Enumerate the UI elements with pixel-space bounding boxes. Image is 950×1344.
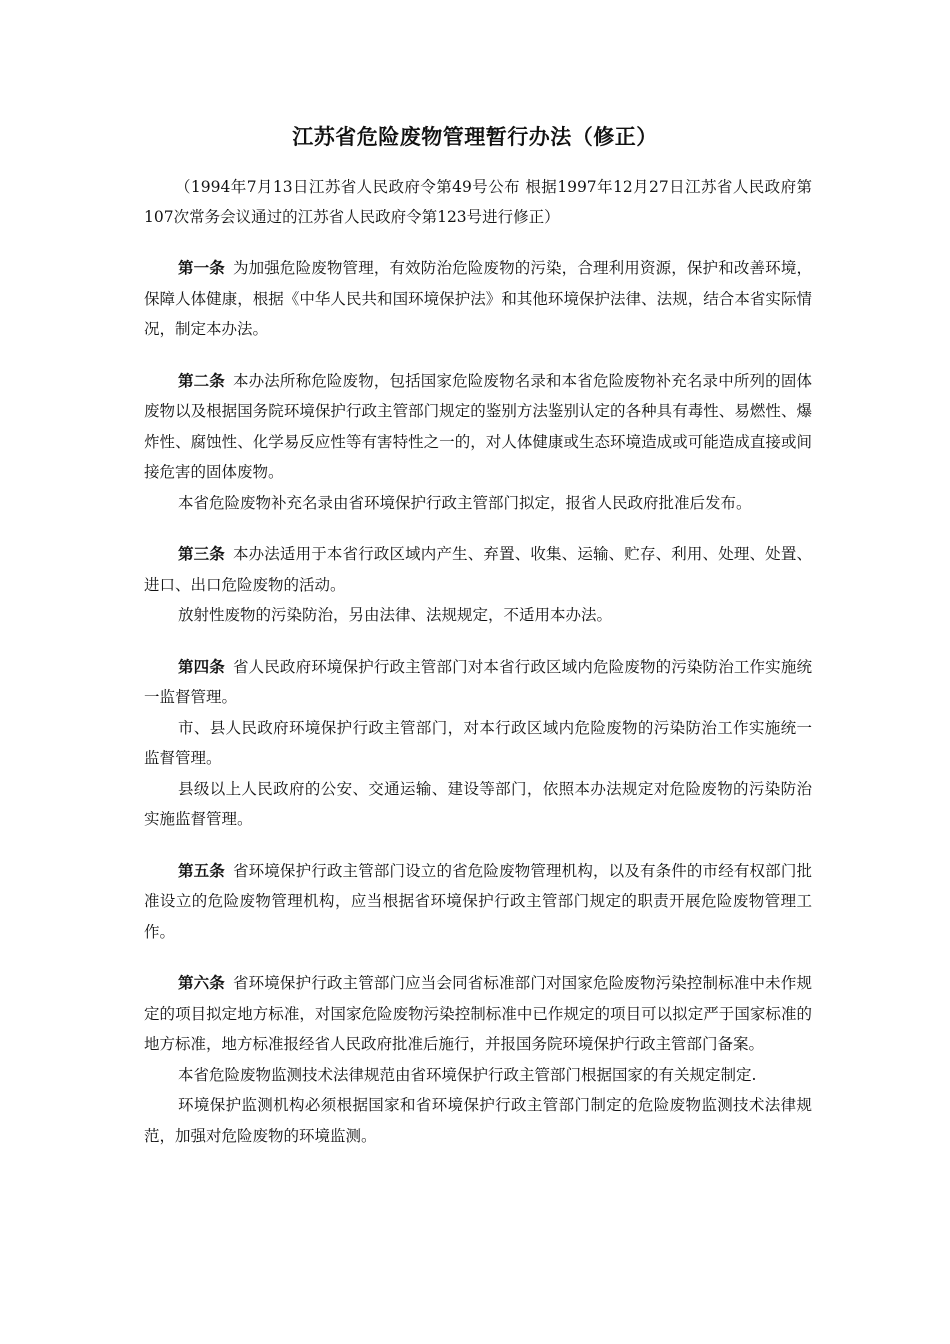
source-note: （1994年7月13日江苏省人民政府令第49号公布 根据1997年12月27日江苏省人民政府第107次常务会议通过的江苏省人民政府令第123号进行修正） [144, 178, 812, 226]
article-4 [144, 652, 812, 835]
article-paragraph: 本省危险废物监测技术法律规范由省环境保护行政主管部门根据国家的有关规定制定. [178, 1065, 757, 1084]
article-paragraph: 市、县人民政府环境保护行政主管部门，对本行政区域内危险废物的污染防治工作实施统一监督管理。 [144, 718, 812, 767]
article-text: 省环境保护行政主管部门应当会同省标准部门对国家危险废物污染控制标准中未作规定的项目拟定地方标准，对国家危险废物污染控制标准中已作规定的项目可以拟定严于国家标准的地方标准，地方标准报经省人民政府批准后施行，并报国务院环境保护行政主管部门备案。 [144, 974, 812, 1053]
article-text: 本办法所称危险废物，包括国家危险废物名录和本省危险废物补充名录中所列的固体废物以及根据国务院环境保护行政主管部门规定的鉴别方法鉴别认定的各种具有毒性、易燃性、爆炸性、腐蚀性、化学易反应性等有害特性之一的，对人体健康或生态环境造成或可能造成直接或间接危害的固体废物。 [144, 371, 812, 481]
article-number: 第六条 [178, 974, 225, 992]
article-number: 第四条 [178, 657, 225, 676]
article-paragraph [144, 968, 812, 1060]
article-number: 第五条 [178, 861, 225, 880]
article-paragraph [144, 253, 812, 345]
document-title: 江苏省危险废物管理暂行办法（修正） [292, 125, 658, 149]
article-6 [144, 968, 812, 1151]
article-3 [144, 539, 812, 631]
article-5 [144, 856, 812, 948]
article-paragraph [144, 539, 812, 600]
article-1 [144, 253, 812, 345]
article-number: 第二条 [178, 371, 225, 390]
article-number: 第三条 [178, 545, 225, 563]
article-text: 为加强危险废物管理，有效防治危险废物的污染，合理利用资源，保护和改善环境，保障人体健康，根据《中华人民共和国环境保护法》和其他环境保护法律、法规，结合本省实际情况，制定本办法。 [144, 259, 812, 338]
article-text: 本办法适用于本省行政区域内产生、弃置、收集、运输、贮存、利用、处理、处置、进口、出口危险废物的活动。 [144, 545, 812, 594]
article-paragraph: 放射性废物的污染防治，另由法律、法规规定，不适用本办法。 [178, 606, 613, 624]
article-text: 省人民政府环境保护行政主管部门对本省行政区域内危险废物的污染防治工作实施统一监督管理。 [144, 657, 812, 706]
article-paragraph [144, 366, 812, 488]
article-2 [144, 366, 812, 519]
article-paragraph: 县级以上人民政府的公安、交通运输、建设等部门，依照本办法规定对危险废物的污染防治实施监督管理。 [144, 779, 812, 828]
article-number: 第一条 [178, 259, 225, 277]
article-paragraph [144, 856, 812, 948]
article-paragraph: 环境保护监测机构必须根据国家和省环境保护行政主管部门制定的危险废物监测技术法律规范，加强对危险废物的环境监测。 [144, 1096, 812, 1145]
article-paragraph [144, 652, 812, 713]
article-text: 省环境保护行政主管部门设立的省危险废物管理机构，以及有条件的市经有权部门批准设立的危险废物管理机构，应当根据省环境保护行政主管部门规定的职责开展危险废物管理工作。 [144, 861, 812, 941]
document-body [144, 172, 812, 1151]
article-paragraph: 本省危险废物补充名录由省环境保护行政主管部门拟定，报省人民政府批准后发布。 [178, 493, 752, 512]
